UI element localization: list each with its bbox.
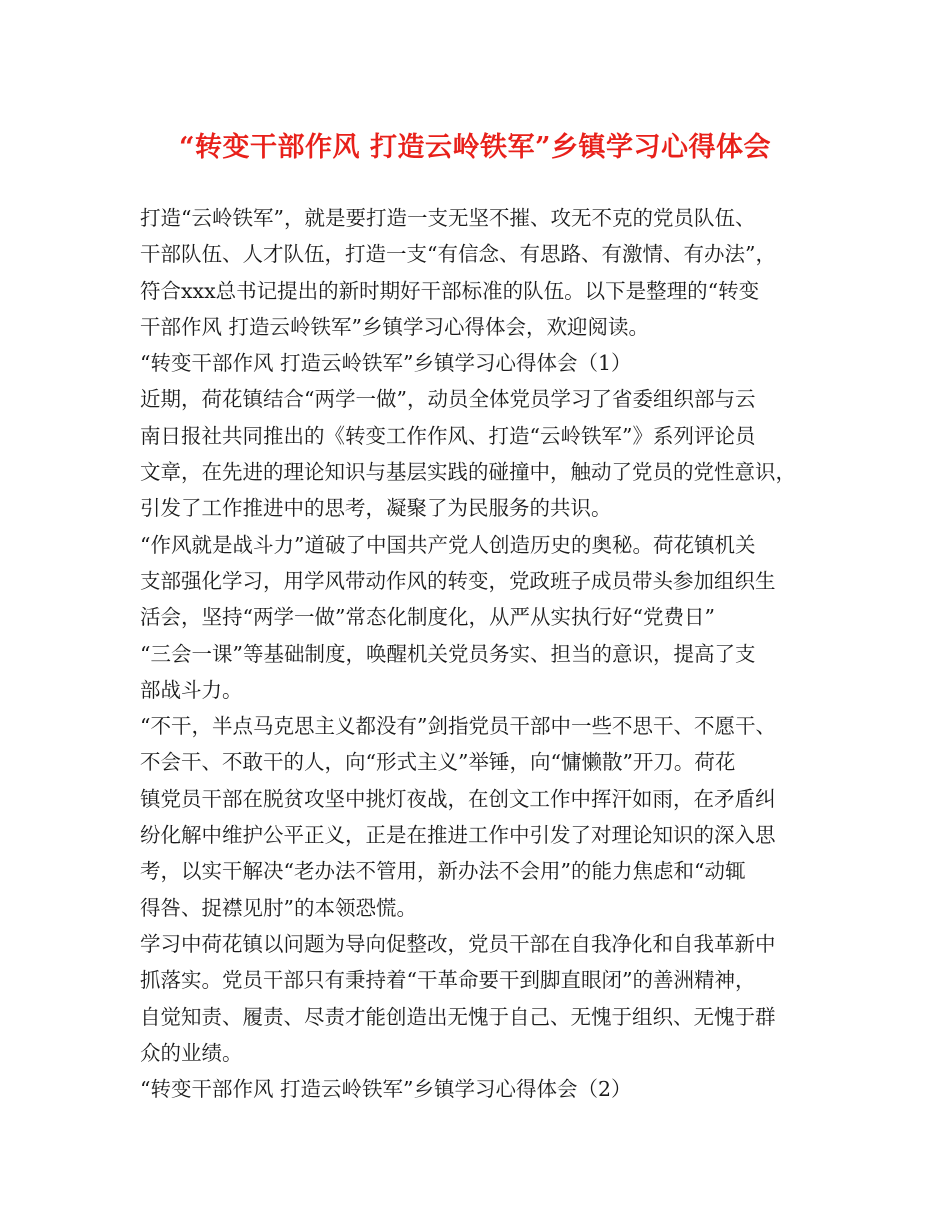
text-line: 南日报社共同推出的《转变工作作风、打造“云岭铁军”》系列评论员 xyxy=(140,423,756,448)
text-line: 得咎、捉襟见肘”的本领恐慌。 xyxy=(140,895,417,920)
document-title: “转变干部作风 打造云岭铁军”乡镇学习心得体会 xyxy=(179,132,771,163)
text-line: 干部作风 打造云岭铁军”乡镇学习心得体会，欢迎阅读。 xyxy=(140,314,649,339)
text-line: 打造“云岭铁军”，就是要打造一支无坚不摧、攻无不克的党员队伍、 xyxy=(140,206,756,230)
section-heading: “转变干部作风 打造云岭铁军”乡镇学习心得体会（1） xyxy=(140,351,632,376)
text-line: 学习中荷花镇以问题为导向促整改，党员干部在自我净化和自我革新中 xyxy=(140,931,776,956)
text-line: “作风就是战斗力”道破了中国共产党人创造历史的奥秘。荷花镇机关 xyxy=(140,532,756,557)
text-line: 自觉知责、履责、尽责才能创造出无愧于自己、无愧于组织、无愧于群 xyxy=(140,1004,776,1029)
text-line: 引发了工作推进中的思考，凝聚了为民服务的共识。 xyxy=(140,496,612,521)
text-line: 考，以实干解决“老办法不管用，新办法不会用”的能力焦虑和“动辄 xyxy=(140,859,746,884)
document-body xyxy=(140,200,820,1107)
text-line: 干部队伍、人才队伍，打造一支“有信念、有思路、有激情、有办法”， xyxy=(140,242,776,267)
text-line: 符合xxx总书记提出的新时期好干部标准的队伍。以下是整理的“转变 xyxy=(140,278,760,303)
text-line: 近期，荷花镇结合“两学一做”，动员全体党员学习了省委组织部与云 xyxy=(140,387,756,412)
text-line: 众的业绩。 xyxy=(140,1040,243,1065)
text-line: 不会干、不敢干的人，向“形式主义”举锤，向“慵懒散”开刀。荷花 xyxy=(140,750,736,775)
text-line: 活会，坚持“两学一做”常态化制度化，从严从实执行好“党费日” xyxy=(140,605,715,630)
text-line: 镇党员干部在脱贫攻坚中挑灯夜战，在创文工作中挥汗如雨，在矛盾纠 xyxy=(140,786,776,811)
text-line: 部战斗力。 xyxy=(140,677,243,702)
text-line: “三会一课”等基础制度，唤醒机关党员务实、担当的意识，提高了支 xyxy=(140,641,756,666)
text-line: 抓落实。党员干部只有秉持着“干革命要干到脚直眼闭”的善洲精神， xyxy=(140,968,756,993)
text-line: “不干，半点马克思主义都没有”剑指党员干部中一些不思干、不愿干、 xyxy=(140,714,776,739)
text-line: 纷化解中维护公平正义，正是在推进工作中引发了对理论知识的深入思 xyxy=(140,823,776,848)
text-line: 支部强化学习，用学风带动作风的转变，党政班子成员带头参加组织生 xyxy=(140,568,776,593)
text-line: 文章，在先进的理论知识与基层实践的碰撞中，触动了党员的党性意识， xyxy=(140,460,796,485)
section-heading: “转变干部作风 打造云岭铁军”乡镇学习心得体会（2） xyxy=(140,1077,632,1102)
